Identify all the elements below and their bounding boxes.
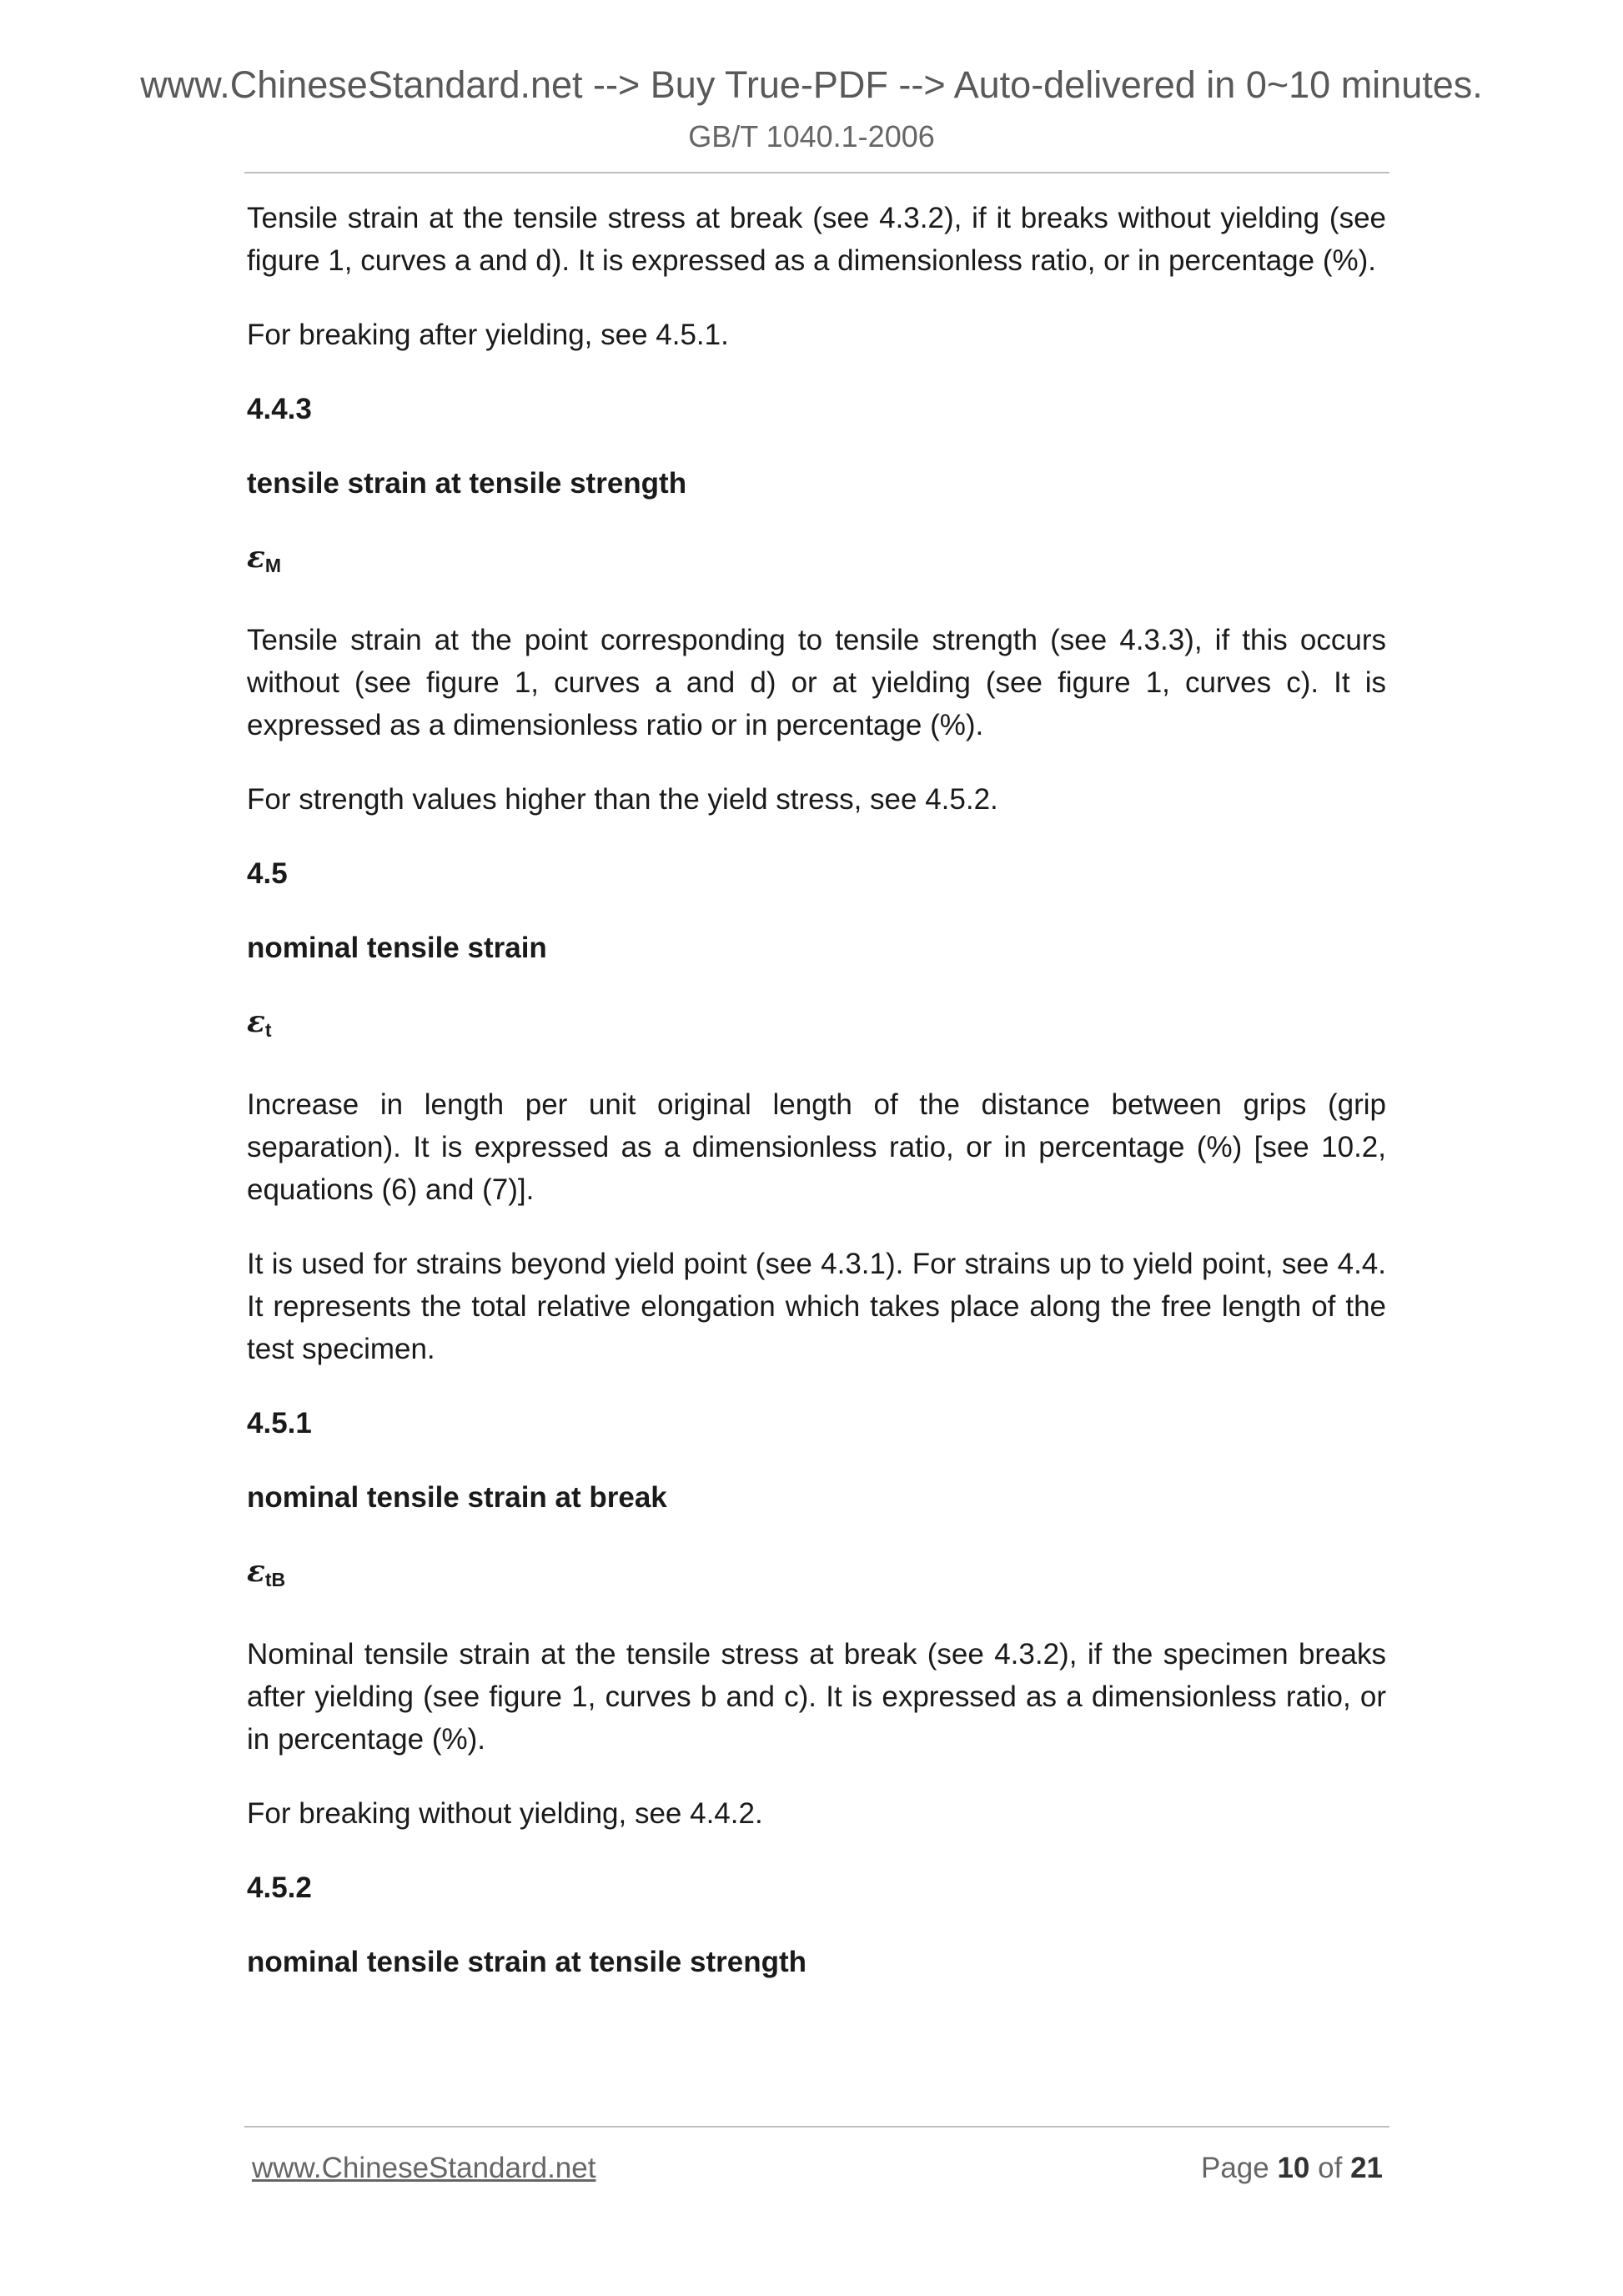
paragraph-break-after-yield-ref: For breaking after yielding, see 4.5.1.: [247, 319, 729, 351]
term-title-4-5-2: nominal tensile strain at tensile strength: [247, 1946, 806, 1978]
symbol-epsilon-m-subscript: M: [264, 555, 282, 576]
symbol-epsilon-tb: [247, 1550, 1386, 1601]
clause-number-4-5-1: 4.5.1: [247, 1407, 312, 1439]
page-counter: [1201, 2150, 1383, 2187]
footer-site-link[interactable]: www.ChineseStandard.net: [252, 2152, 596, 2184]
symbol-epsilon-t: [247, 1001, 1386, 1052]
page-of-label: of: [1318, 2152, 1343, 2184]
clause-number-4-5: 4.5: [247, 857, 288, 890]
paragraph-nominal-strain-at-break: Nominal tensile strain at the tensile stress at break (see 4.3.2), if the specimen breaks after yielding (see figure 1, curves b and c). It is expressed as a dimensionless ratio, or in percentage (%).: [247, 1638, 1386, 1756]
term-title-4-5-1: nominal tensile strain at break: [247, 1481, 667, 1514]
term-title-4-5: nominal tensile strain: [247, 932, 547, 964]
paragraph-nominal-strain-definition: Increase in length per unit original length of the distance between grips (grip separation). It is expressed as a dimensionless ratio, or in percentage (%) [see 10.2, equations (6) and (7)].: [247, 1088, 1386, 1206]
paragraph-higher-strength-ref: For strength values higher than the yield stress, see 4.5.2.: [247, 783, 998, 816]
clause-number-4-4-3: 4.4.3: [247, 393, 312, 425]
page-label: Page: [1200, 2152, 1269, 2184]
paragraph-strain-at-break: Tensile strain at the tensile stress at break (see 4.3.2), if it breaks without yielding (see figure 1, curves a and d). It is expressed as a dimensionless ratio, or in percentage (%).: [247, 202, 1386, 277]
paragraph-strain-at-tensile-strength: Tensile strain at the point corresponding to tensile strength (see 4.3.3), if this occurs without (see figure 1, curves a and d) or at yielding (see figure 1, curves c). It is expressed as a dimensionless ratio or in percentage (%).: [247, 624, 1386, 741]
symbol-epsilon-m-base: ε: [247, 540, 265, 575]
symbol-epsilon-tb-subscript: tB: [264, 1569, 286, 1590]
paragraph-break-without-yield-ref: For breaking without yielding, see 4.4.2.: [247, 1797, 763, 1830]
symbol-epsilon-t-subscript: t: [264, 1019, 272, 1041]
footer-divider: [244, 2126, 1389, 2128]
symbol-epsilon-tb-base: ε: [247, 1554, 265, 1589]
header-divider: [244, 172, 1389, 173]
symbol-epsilon-t-base: ε: [247, 1004, 265, 1039]
page-header: [0, 62, 1623, 155]
document-body: [247, 197, 1386, 2015]
clause-number-4-5-2: 4.5.2: [247, 1871, 312, 1904]
paragraph-nominal-strain-usage: It is used for strains beyond yield point (see 4.3.1). For strains up to yield point, see 4.4. It represents the total relative elongation which takes place along the free length of the test specimen.: [247, 1248, 1386, 1365]
standard-code: GB/T 1040.1-2006: [688, 119, 935, 153]
term-title-4-4-3: tensile strain at tensile strength: [247, 467, 687, 500]
page-current: 10: [1277, 2152, 1310, 2184]
page-total: 21: [1350, 2152, 1383, 2184]
symbol-epsilon-m: [247, 536, 1386, 587]
header-banner: www.ChineseStandard.net --> Buy True-PDF --> Auto-delivered in 0~10 minutes.: [140, 63, 1483, 106]
